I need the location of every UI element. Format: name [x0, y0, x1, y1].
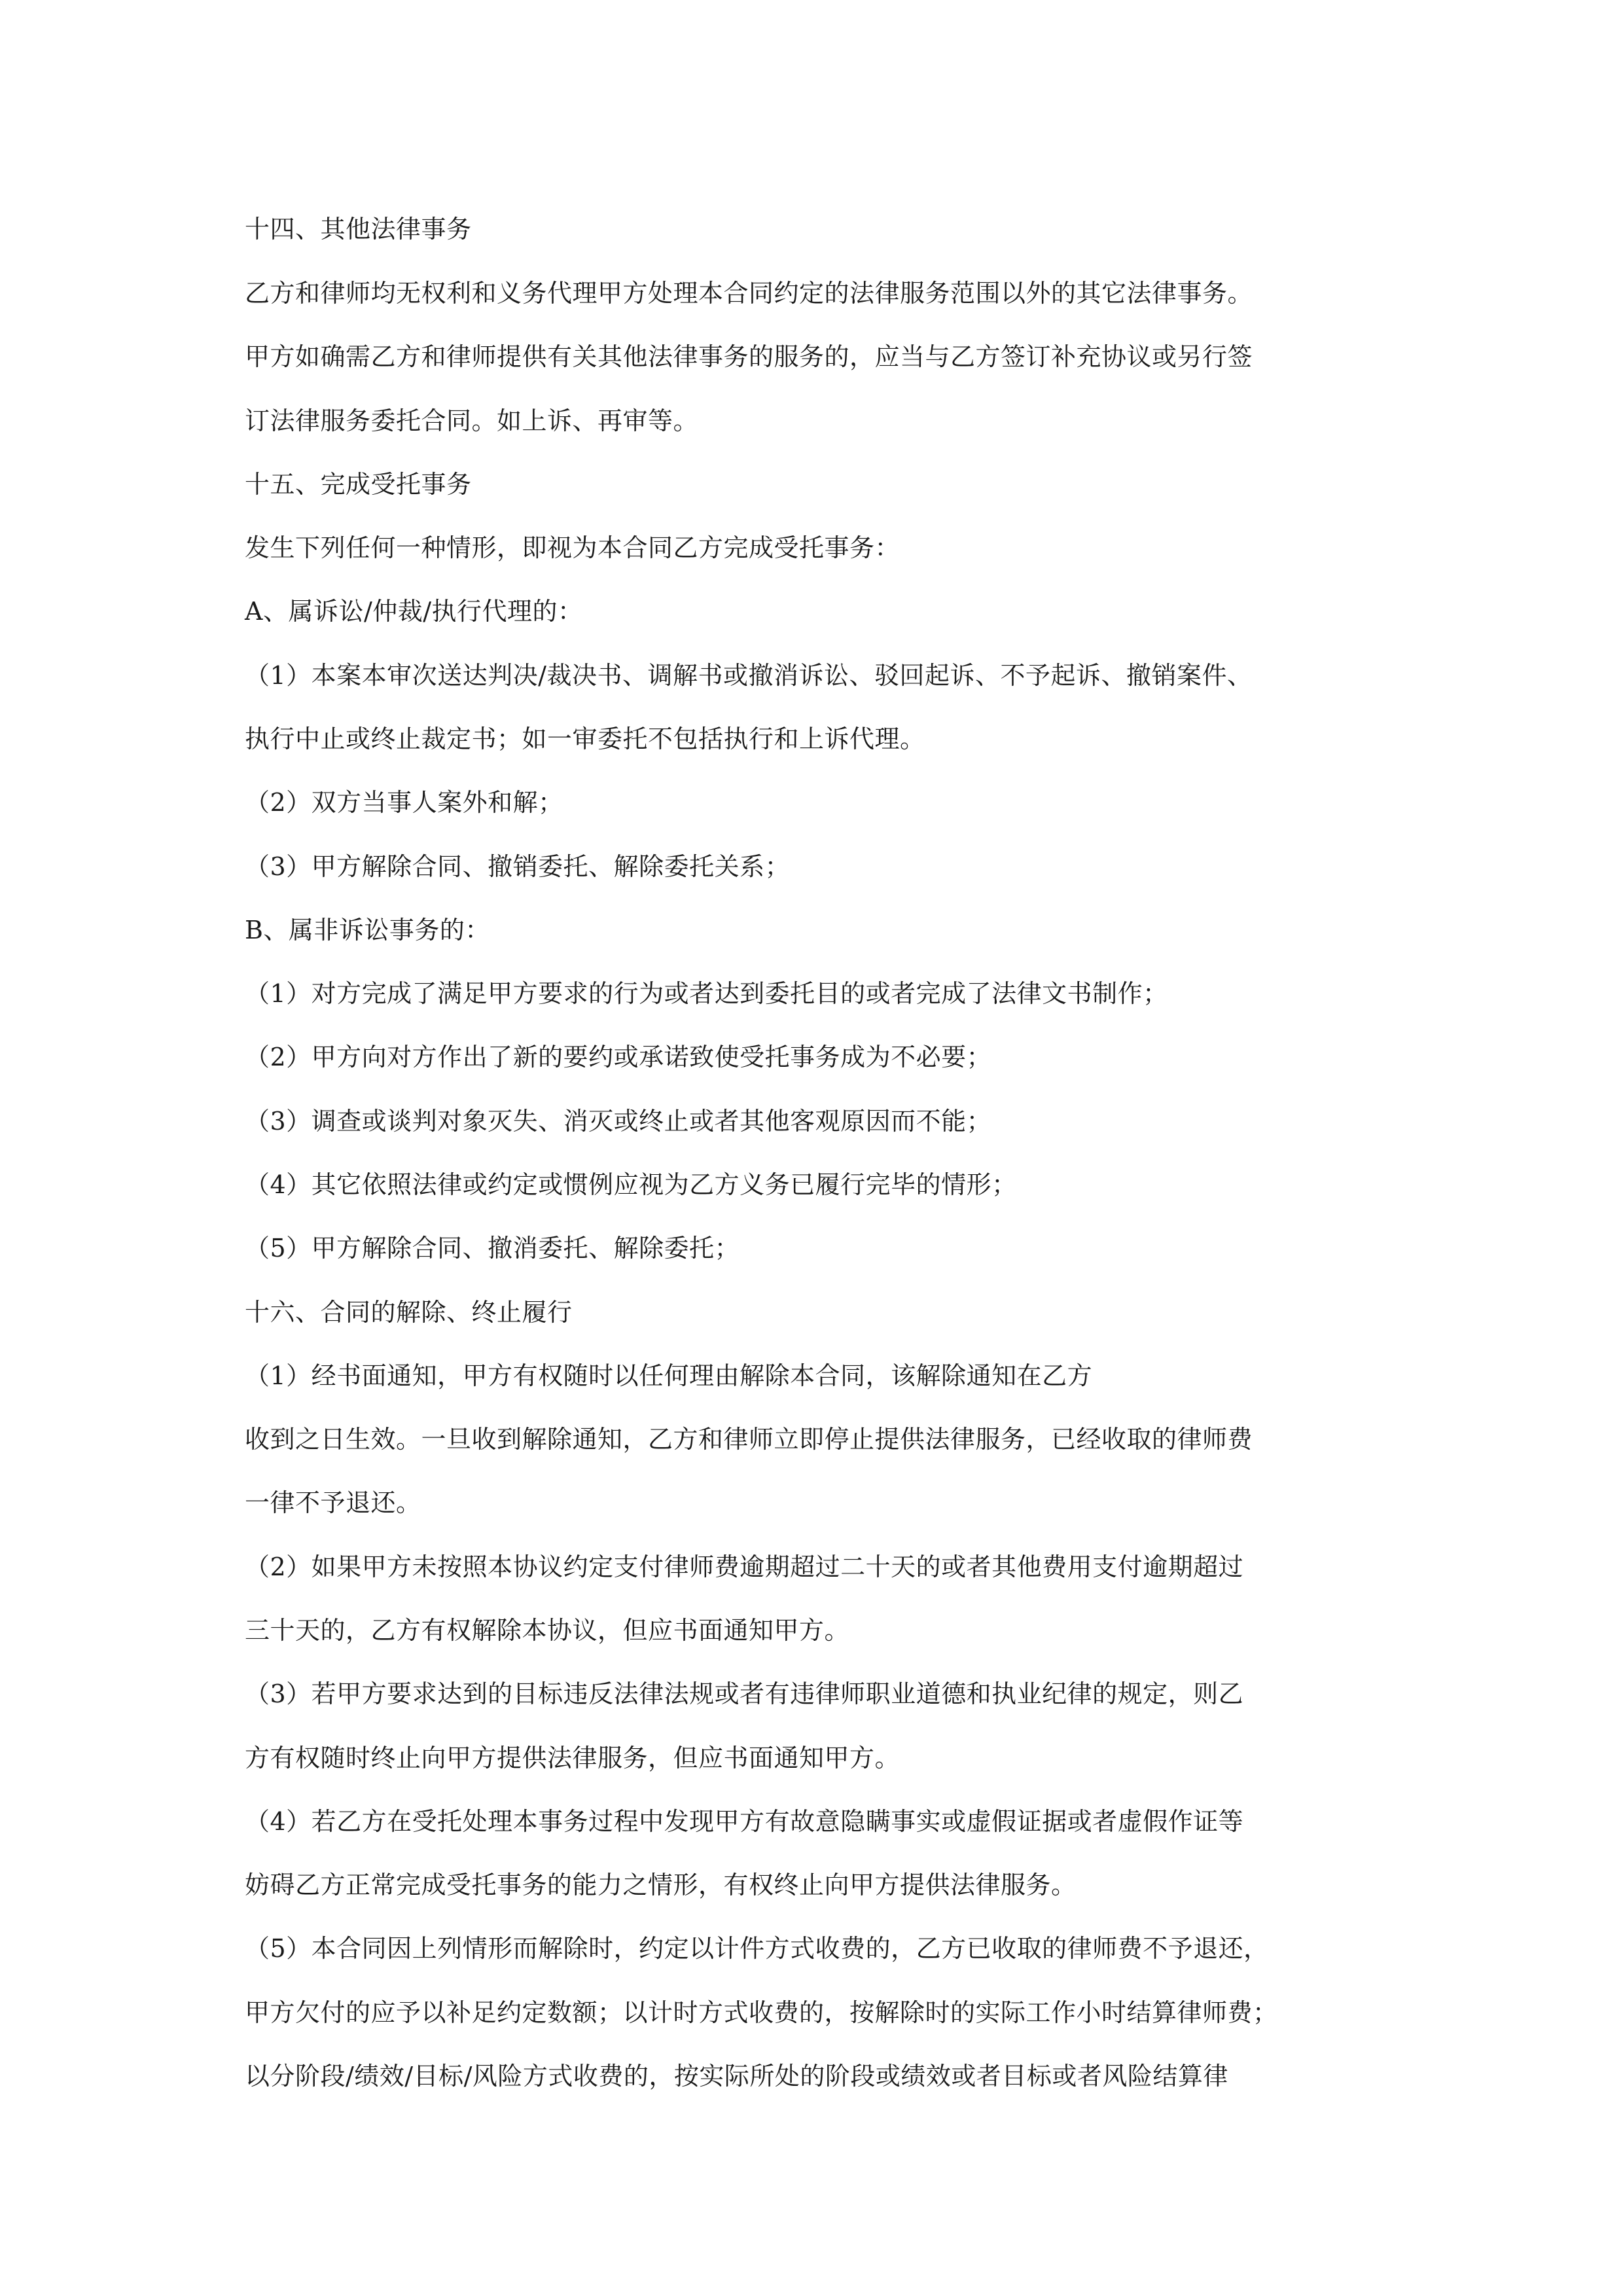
list-item-continuation: 甲方欠付的应予以补足约定数额；以计时方式收费的，按解除时的实际工作小时结算律师费； — [245, 1998, 1278, 2027]
list-item-continuation: 以分阶段/绩效/目标/风险方式收费的，按实际所处的阶段或绩效或者目标或者风险结算律 — [245, 2062, 1228, 2090]
list-item-continuation: 三十天的，乙方有权解除本协议，但应书面通知甲方。 — [245, 1616, 850, 1645]
paragraph-line: 订法律服务委托合同。如上诉、再审等。 — [245, 406, 699, 435]
heading-section-15: 十五、完成受托事务 — [245, 470, 472, 499]
list-item: （2）甲方向对方作出了新的要约或承诺致使受托事务成为不必要； — [245, 1043, 992, 1071]
list-item-continuation: 一律不予退还。 — [245, 1488, 421, 1517]
list-item: （4）其它依照法律或约定或惯例应视为乙方义务已履行完毕的情形； — [245, 1170, 1017, 1199]
list-item: （1）对方完成了满足甲方要求的行为或者达到委托目的或者完成了法律文书制作； — [245, 979, 1168, 1008]
list-item: （1）经书面通知，甲方有权随时以任何理由解除本合同，该解除通知在乙方 — [245, 1361, 1093, 1390]
paragraph-line: 甲方如确需乙方和律师提供有关其他法律事务的服务的，应当与乙方签订补充协议或另行签 — [245, 342, 1253, 371]
subheading-b: B、属非诉讼事务的： — [245, 916, 490, 944]
list-item: （3）甲方解除合同、撤销委托、解除委托关系； — [245, 852, 791, 881]
list-item: （4）若乙方在受托处理本事务过程中发现甲方有故意隐瞒事实或虚假证据或者虚假作证等 — [245, 1807, 1244, 1836]
list-item: （1）本案本审次送达判决/裁决书、调解书或撤消诉讼、驳回起诉、不予起诉、撤销案件、 — [245, 661, 1253, 690]
list-item-continuation: 执行中止或终止裁定书；如一审委托不包括执行和上诉代理。 — [245, 725, 925, 753]
heading-section-16: 十六、合同的解除、终止履行 — [245, 1298, 573, 1327]
list-item: （2）如果甲方未按照本协议约定支付律师费逾期超过二十天的或者其他费用支付逾期超过 — [245, 1552, 1244, 1581]
list-item-continuation: 方有权随时终止向甲方提供法律服务，但应书面通知甲方。 — [245, 1744, 901, 1772]
list-item: （5）甲方解除合同、撤消委托、解除委托； — [245, 1234, 740, 1263]
list-item: （5）本合同因上列情形而解除时，约定以计件方式收费的，乙方已收取的律师费不予退还， — [245, 1934, 1269, 1963]
list-item-continuation: 收到之日生效。一旦收到解除通知，乙方和律师立即停止提供法律服务，已经收取的律师费 — [245, 1425, 1253, 1454]
paragraph-line: 发生下列任何一种情形，即视为本合同乙方完成受托事务： — [245, 533, 901, 562]
subheading-a: A、属诉讼/仲裁/执行代理的： — [245, 597, 583, 626]
list-item-continuation: 妨碍乙方正常完成受托事务的能力之情形，有权终止向甲方提供法律服务。 — [245, 1871, 1077, 1899]
paragraph-line: 乙方和律师均无权利和义务代理甲方处理本合同约定的法律服务范围以外的其它法律事务。 — [245, 279, 1253, 308]
list-item: （3）调查或谈判对象灭失、消灭或终止或者其他客观原因而不能； — [245, 1107, 992, 1136]
list-item: （3）若甲方要求达到的目标违反法律法规或者有违律师职业道德和执业纪律的规定，则乙 — [245, 1679, 1244, 1708]
list-item: （2）双方当事人案外和解； — [245, 788, 563, 817]
heading-section-14: 十四、其他法律事务 — [245, 215, 472, 243]
